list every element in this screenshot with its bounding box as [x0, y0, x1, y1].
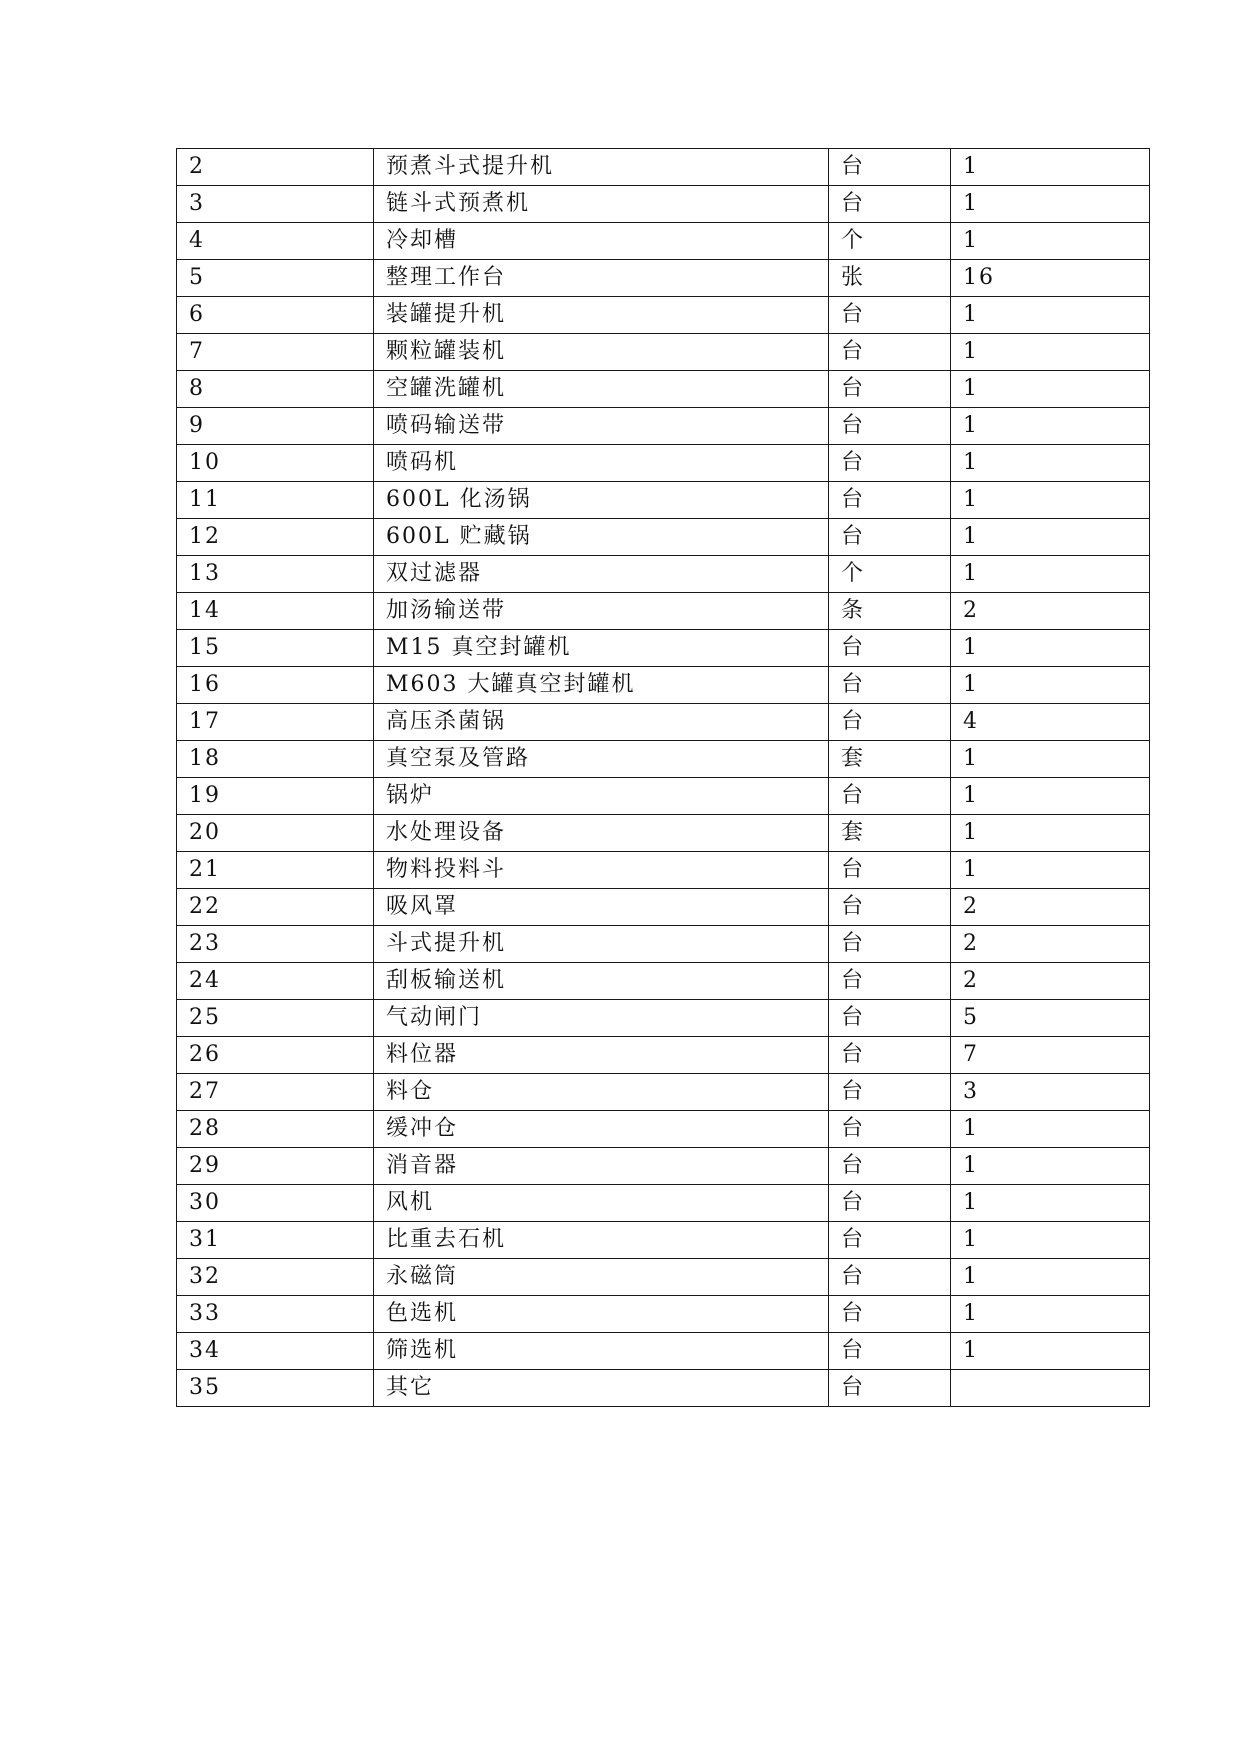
unit-cell: 台: [829, 408, 951, 445]
row-number-cell: 32: [177, 1259, 374, 1296]
quantity-cell: 1: [951, 741, 1150, 778]
row-number-cell: 7: [177, 334, 374, 371]
row-number-cell: 28: [177, 1111, 374, 1148]
row-number-cell: 34: [177, 1333, 374, 1370]
equipment-name-cell: 真空泵及管路: [374, 741, 829, 778]
equipment-name-cell: 风机: [374, 1185, 829, 1222]
table-row: [177, 1370, 1150, 1407]
row-number-cell: 4: [177, 223, 374, 260]
table-row: [177, 1185, 1150, 1222]
row-number-cell: 33: [177, 1296, 374, 1333]
quantity-cell: 16: [951, 260, 1150, 297]
equipment-name-cell: 装罐提升机: [374, 297, 829, 334]
table-row: [177, 297, 1150, 334]
row-number-cell: 26: [177, 1037, 374, 1074]
unit-cell: 台: [829, 371, 951, 408]
table-row: [177, 1074, 1150, 1111]
equipment-name-cell: 预煮斗式提升机: [374, 149, 829, 186]
table-row: [177, 593, 1150, 630]
table-row: [177, 149, 1150, 186]
table-row: [177, 963, 1150, 1000]
equipment-name-cell: 冷却槽: [374, 223, 829, 260]
unit-cell: 台: [829, 1111, 951, 1148]
row-number-cell: 22: [177, 889, 374, 926]
row-number-cell: 10: [177, 445, 374, 482]
equipment-name-cell: 双过滤器: [374, 556, 829, 593]
quantity-cell: 1: [951, 630, 1150, 667]
unit-cell: 台: [829, 149, 951, 186]
row-number-cell: 11: [177, 482, 374, 519]
row-number-cell: 13: [177, 556, 374, 593]
table-row: [177, 223, 1150, 260]
row-number-cell: 6: [177, 297, 374, 334]
row-number-cell: 15: [177, 630, 374, 667]
table-row: [177, 1333, 1150, 1370]
unit-cell: 张: [829, 260, 951, 297]
unit-cell: 台: [829, 778, 951, 815]
quantity-cell: 1: [951, 223, 1150, 260]
unit-cell: 台: [829, 1000, 951, 1037]
row-number-cell: 29: [177, 1148, 374, 1185]
unit-cell: 台: [829, 186, 951, 223]
equipment-name-cell: 气动闸门: [374, 1000, 829, 1037]
quantity-cell: 1: [951, 408, 1150, 445]
unit-cell: 个: [829, 556, 951, 593]
table-row: [177, 778, 1150, 815]
equipment-name-cell: 链斗式预煮机: [374, 186, 829, 223]
quantity-cell: 2: [951, 963, 1150, 1000]
table-row: [177, 186, 1150, 223]
unit-cell: 台: [829, 630, 951, 667]
row-number-cell: 23: [177, 926, 374, 963]
equipment-name-cell: 水处理设备: [374, 815, 829, 852]
table-row: [177, 815, 1150, 852]
quantity-cell: 1: [951, 1185, 1150, 1222]
row-number-cell: 19: [177, 778, 374, 815]
table-row: [177, 260, 1150, 297]
table-row: [177, 371, 1150, 408]
unit-cell: 台: [829, 1185, 951, 1222]
quantity-cell: 7: [951, 1037, 1150, 1074]
row-number-cell: 16: [177, 667, 374, 704]
equipment-name-cell: 空罐洗罐机: [374, 371, 829, 408]
quantity-cell: 1: [951, 1222, 1150, 1259]
table-row: [177, 1222, 1150, 1259]
quantity-cell: 1: [951, 297, 1150, 334]
row-number-cell: 8: [177, 371, 374, 408]
unit-cell: 台: [829, 1148, 951, 1185]
unit-cell: 台: [829, 334, 951, 371]
row-number-cell: 21: [177, 852, 374, 889]
quantity-cell: 1: [951, 149, 1150, 186]
table-row: [177, 852, 1150, 889]
quantity-cell: 3: [951, 1074, 1150, 1111]
quantity-cell: 1: [951, 1333, 1150, 1370]
table-row: [177, 704, 1150, 741]
equipment-name-cell: 600L 贮藏锅: [374, 519, 829, 556]
unit-cell: 台: [829, 519, 951, 556]
equipment-name-cell: 锅炉: [374, 778, 829, 815]
unit-cell: 套: [829, 815, 951, 852]
quantity-cell: 1: [951, 445, 1150, 482]
equipment-name-cell: M15 真空封罐机: [374, 630, 829, 667]
equipment-name-cell: 斗式提升机: [374, 926, 829, 963]
unit-cell: 台: [829, 1259, 951, 1296]
row-number-cell: 27: [177, 1074, 374, 1111]
quantity-cell: 1: [951, 186, 1150, 223]
unit-cell: 台: [829, 1074, 951, 1111]
row-number-cell: 24: [177, 963, 374, 1000]
quantity-cell: 1: [951, 519, 1150, 556]
quantity-cell: 5: [951, 1000, 1150, 1037]
quantity-cell: 1: [951, 1296, 1150, 1333]
quantity-cell: 1: [951, 1148, 1150, 1185]
unit-cell: 台: [829, 1333, 951, 1370]
row-number-cell: 18: [177, 741, 374, 778]
table-row: [177, 445, 1150, 482]
equipment-name-cell: 整理工作台: [374, 260, 829, 297]
equipment-name-cell: 料仓: [374, 1074, 829, 1111]
quantity-cell: 1: [951, 852, 1150, 889]
equipment-name-cell: 筛选机: [374, 1333, 829, 1370]
unit-cell: 台: [829, 297, 951, 334]
table-row: [177, 1037, 1150, 1074]
row-number-cell: 20: [177, 815, 374, 852]
row-number-cell: 9: [177, 408, 374, 445]
quantity-cell: 1: [951, 1111, 1150, 1148]
quantity-cell: 2: [951, 593, 1150, 630]
unit-cell: 台: [829, 1296, 951, 1333]
equipment-name-cell: 600L 化汤锅: [374, 482, 829, 519]
unit-cell: 台: [829, 482, 951, 519]
table-row: [177, 630, 1150, 667]
quantity-cell: 4: [951, 704, 1150, 741]
equipment-name-cell: 其它: [374, 1370, 829, 1407]
table-row: [177, 1111, 1150, 1148]
equipment-name-cell: 料位器: [374, 1037, 829, 1074]
table-row: [177, 1259, 1150, 1296]
equipment-name-cell: 加汤输送带: [374, 593, 829, 630]
table-row: [177, 741, 1150, 778]
quantity-cell: 1: [951, 1259, 1150, 1296]
quantity-cell: 1: [951, 778, 1150, 815]
row-number-cell: 12: [177, 519, 374, 556]
equipment-name-cell: 喷码机: [374, 445, 829, 482]
unit-cell: 台: [829, 1222, 951, 1259]
equipment-name-cell: 缓冲仓: [374, 1111, 829, 1148]
row-number-cell: 35: [177, 1370, 374, 1407]
table-row: [177, 519, 1150, 556]
quantity-cell: 1: [951, 371, 1150, 408]
equipment-name-cell: 消音器: [374, 1148, 829, 1185]
quantity-cell: 2: [951, 926, 1150, 963]
equipment-name-cell: M603 大罐真空封罐机: [374, 667, 829, 704]
equipment-name-cell: 色选机: [374, 1296, 829, 1333]
quantity-cell: 2: [951, 889, 1150, 926]
table-row: [177, 556, 1150, 593]
unit-cell: 台: [829, 926, 951, 963]
row-number-cell: 17: [177, 704, 374, 741]
unit-cell: 条: [829, 593, 951, 630]
table-row: [177, 408, 1150, 445]
unit-cell: 个: [829, 223, 951, 260]
row-number-cell: 25: [177, 1000, 374, 1037]
quantity-cell: [951, 1370, 1150, 1407]
equipment-name-cell: 物料投料斗: [374, 852, 829, 889]
table-row: [177, 1296, 1150, 1333]
unit-cell: 套: [829, 741, 951, 778]
table-row: [177, 334, 1150, 371]
equipment-name-cell: 永磁筒: [374, 1259, 829, 1296]
table-row: [177, 667, 1150, 704]
equipment-name-cell: 比重去石机: [374, 1222, 829, 1259]
row-number-cell: 30: [177, 1185, 374, 1222]
equipment-name-cell: 刮板输送机: [374, 963, 829, 1000]
unit-cell: 台: [829, 1037, 951, 1074]
row-number-cell: 14: [177, 593, 374, 630]
quantity-cell: 1: [951, 556, 1150, 593]
equipment-name-cell: 吸风罩: [374, 889, 829, 926]
row-number-cell: 2: [177, 149, 374, 186]
table-row: [177, 482, 1150, 519]
equipment-table-body: [177, 149, 1150, 1407]
unit-cell: 台: [829, 1370, 951, 1407]
table-row: [177, 926, 1150, 963]
quantity-cell: 1: [951, 667, 1150, 704]
equipment-name-cell: 喷码输送带: [374, 408, 829, 445]
unit-cell: 台: [829, 963, 951, 1000]
row-number-cell: 3: [177, 186, 374, 223]
unit-cell: 台: [829, 852, 951, 889]
unit-cell: 台: [829, 667, 951, 704]
unit-cell: 台: [829, 445, 951, 482]
quantity-cell: 1: [951, 334, 1150, 371]
row-number-cell: 31: [177, 1222, 374, 1259]
quantity-cell: 1: [951, 482, 1150, 519]
quantity-cell: 1: [951, 815, 1150, 852]
table-row: [177, 1000, 1150, 1037]
table-row: [177, 889, 1150, 926]
row-number-cell: 5: [177, 260, 374, 297]
unit-cell: 台: [829, 889, 951, 926]
table-row: [177, 1148, 1150, 1185]
equipment-name-cell: 高压杀菌锅: [374, 704, 829, 741]
equipment-table: [176, 148, 1150, 1407]
equipment-name-cell: 颗粒罐装机: [374, 334, 829, 371]
unit-cell: 台: [829, 704, 951, 741]
